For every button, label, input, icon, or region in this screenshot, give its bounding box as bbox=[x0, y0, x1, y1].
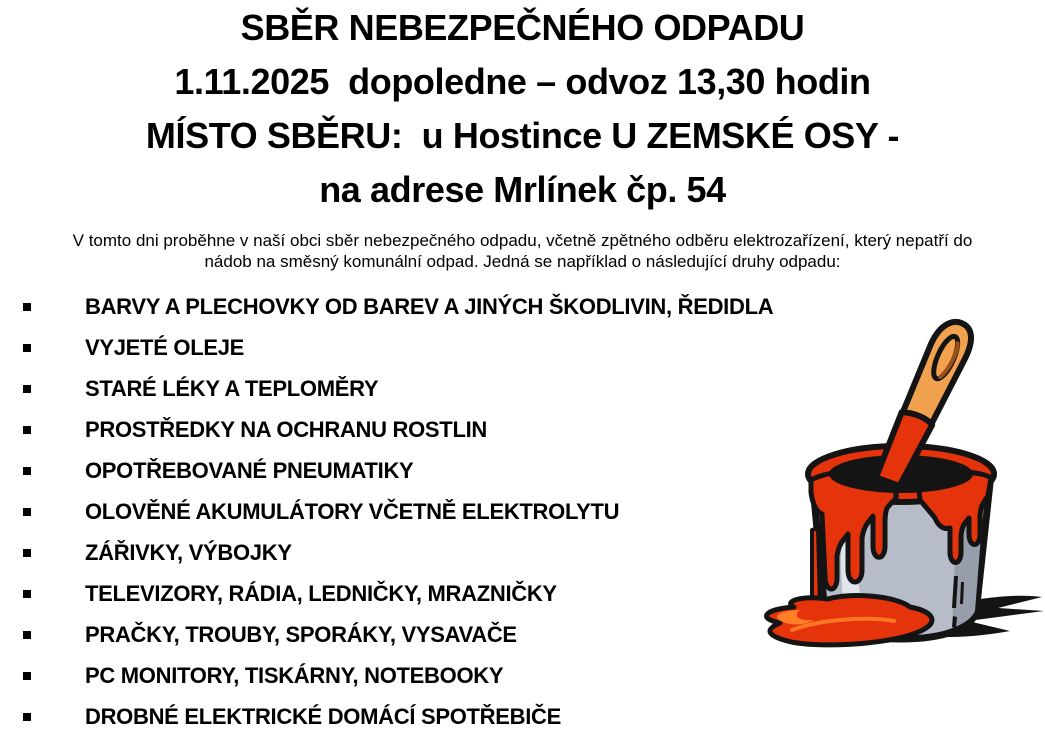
square-bullet-icon bbox=[23, 549, 31, 557]
list-item-label: VYJETÉ OLEJE bbox=[85, 334, 245, 360]
square-bullet-icon bbox=[23, 672, 31, 680]
flyer-title: SBĚR NEBEZPEČNÉHO ODPADU bbox=[240, 7, 805, 48]
square-bullet-icon bbox=[23, 508, 31, 516]
square-bullet-icon bbox=[23, 344, 31, 352]
list-item-label: BARVY A PLECHOVKY OD BAREV A JINÝCH ŠKODLIVIN, ŘEDIDLA bbox=[85, 293, 774, 319]
square-bullet-icon bbox=[23, 385, 31, 393]
square-bullet-icon bbox=[23, 631, 31, 639]
list-item-label: PRAČKY, TROUBY, SPORÁKY, VYSAVAČE bbox=[85, 621, 517, 647]
collection-place: MÍSTO SBĚRU: u Hostince U ZEMSKÉ OSY - bbox=[145, 115, 900, 156]
paint-can-svg bbox=[748, 318, 1045, 659]
list-item-label: PROSTŘEDKY NA OCHRANU ROSTLIN bbox=[85, 416, 487, 442]
list-item-label: TELEVIZORY, RÁDIA, LEDNIČKY, MRAZNIČKY bbox=[85, 580, 557, 606]
paint-puddle bbox=[766, 596, 931, 645]
square-bullet-icon bbox=[23, 426, 31, 434]
list-item bbox=[0, 696, 1045, 737]
list-item-label: ZÁŘIVKY, VÝBOJKY bbox=[85, 539, 292, 565]
list-item-label: DROBNÉ ELEKTRICKÉ DOMÁCÍ SPOTŘEBIČE bbox=[85, 703, 561, 729]
square-bullet-icon bbox=[23, 590, 31, 598]
list-item-label: PC MONITORY, TISKÁRNY, NOTEBOOKY bbox=[85, 662, 504, 688]
collection-address: na adrese Mrlínek čp. 54 bbox=[319, 169, 726, 210]
list-item bbox=[0, 655, 1045, 696]
list-item-label: OLOVĚNÉ AKUMULÁTORY VČETNĚ ELEKTROLYTU bbox=[85, 498, 620, 524]
list-item-label: OPOTŘEBOVANÉ PNEUMATIKY bbox=[85, 457, 414, 483]
intro-paragraph: V tomto dni proběhne v naší obci sběr nebezpečného odpadu, včetně zpětného odběru elektrozařízení, který nepatří do nádob na směsný komunální odpad. Jedná se například o následující druhy odpadu: bbox=[72, 231, 973, 271]
square-bullet-icon bbox=[23, 713, 31, 721]
paint-can-illustration bbox=[748, 318, 1045, 659]
square-bullet-icon bbox=[23, 303, 31, 311]
flyer-header bbox=[0, 0, 1045, 217]
list-item-label: STARÉ LÉKY A TEPLOMĚRY bbox=[85, 375, 379, 401]
square-bullet-icon bbox=[23, 467, 31, 475]
collection-date-time: 1.11.2025 dopoledne – odvoz 13,30 hodin bbox=[174, 61, 871, 102]
